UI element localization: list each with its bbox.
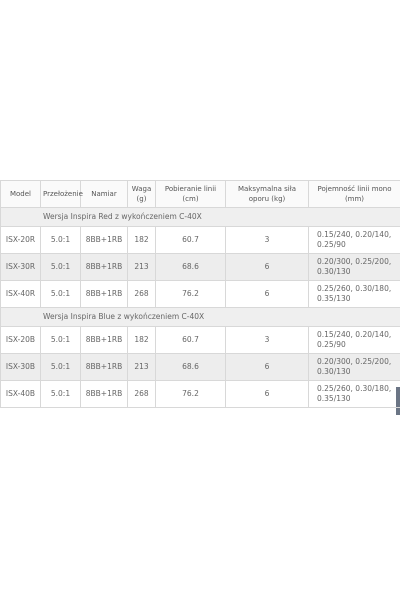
cell-retrieve: 68.6 [156, 254, 226, 281]
cell-bearings: 8BB+1RB [81, 381, 128, 408]
cell-bearings: 8BB+1RB [81, 354, 128, 381]
cell-model: ISX-30R [1, 254, 41, 281]
header-retrieve: Pobieranie linii (cm) [156, 181, 226, 208]
cell-bearings: 8BB+1RB [81, 227, 128, 254]
cell-model: ISX-20B [1, 327, 41, 354]
cell-retrieve: 60.7 [156, 327, 226, 354]
cell-retrieve: 68.6 [156, 354, 226, 381]
cell-model: ISX-40R [1, 281, 41, 308]
cell-model: ISX-40B [1, 381, 41, 408]
cell-bearings: 8BB+1RB [81, 281, 128, 308]
spec-table [0, 180, 400, 408]
header-bearings: Namiar [81, 181, 128, 208]
header-model: Model [1, 181, 41, 208]
cell-drag: 6 [226, 254, 309, 281]
cell-weight: 213 [128, 354, 156, 381]
section-title: Wersja Inspira Blue z wykończeniem C-40X [1, 308, 400, 327]
header-mono: Pojemność linii mono (mm) [309, 181, 400, 208]
cell-drag: 6 [226, 381, 309, 408]
section-row [1, 308, 400, 327]
cell-drag: 3 [226, 227, 309, 254]
cell-retrieve: 60.7 [156, 227, 226, 254]
cell-ratio: 5.0:1 [41, 227, 81, 254]
header-ratio: Przełożenie [41, 181, 81, 208]
cell-mono: 0.20/300, 0.25/200, 0.30/130 [309, 254, 400, 281]
cell-retrieve: 76.2 [156, 281, 226, 308]
cell-retrieve: 76.2 [156, 381, 226, 408]
cell-model: ISX-20R [1, 227, 41, 254]
cell-ratio: 5.0:1 [41, 281, 81, 308]
cell-bearings: 8BB+1RB [81, 254, 128, 281]
cell-ratio: 5.0:1 [41, 254, 81, 281]
cell-mono: 0.15/240, 0.20/140, 0.25/90 [309, 327, 400, 354]
table-row [1, 281, 400, 308]
cell-mono: 0.20/300, 0.25/200, 0.30/130 [309, 354, 400, 381]
spec-table-container [0, 180, 400, 408]
section-title: Wersja Inspira Red z wykończeniem C-40X [1, 208, 400, 227]
table-row [1, 381, 400, 408]
cell-weight: 213 [128, 254, 156, 281]
cell-ratio: 5.0:1 [41, 381, 81, 408]
table-header-row [1, 181, 400, 208]
cell-drag: 3 [226, 327, 309, 354]
cell-weight: 268 [128, 281, 156, 308]
table-row [1, 354, 400, 381]
cell-ratio: 5.0:1 [41, 354, 81, 381]
cell-weight: 182 [128, 227, 156, 254]
cell-drag: 6 [226, 354, 309, 381]
cell-bearings: 8BB+1RB [81, 327, 128, 354]
table-row [1, 254, 400, 281]
cell-weight: 268 [128, 381, 156, 408]
header-drag: Maksymalna siła oporu (kg) [226, 181, 309, 208]
section-row [1, 208, 400, 227]
table-row [1, 227, 400, 254]
cell-mono: 0.15/240, 0.20/140, 0.25/90 [309, 227, 400, 254]
cell-mono: 0.25/260, 0.30/180, 0.35/130 [309, 381, 400, 408]
header-weight: Waga (g) [128, 181, 156, 208]
cell-mono: 0.25/260, 0.30/180, 0.35/130 [309, 281, 400, 308]
cell-weight: 182 [128, 327, 156, 354]
cell-model: ISX-30B [1, 354, 41, 381]
cell-drag: 6 [226, 281, 309, 308]
cell-ratio: 5.0:1 [41, 327, 81, 354]
table-row [1, 327, 400, 354]
